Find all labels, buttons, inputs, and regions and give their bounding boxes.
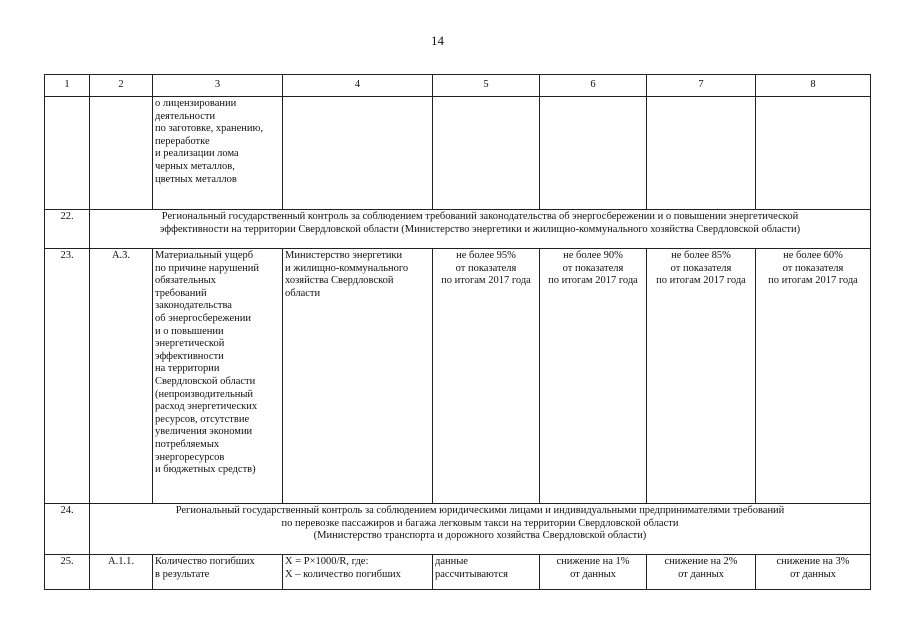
text-line: Региональный государственный контроль за соблюдением требований законодательства об энергосбережении и о повышении энергетической bbox=[161, 211, 799, 222]
target-cell bbox=[433, 555, 540, 590]
text-line: законодательства bbox=[155, 300, 232, 312]
row-number-cell: 22. bbox=[45, 210, 90, 249]
header-cell: 2 bbox=[90, 75, 153, 97]
text-line: от показателя bbox=[670, 262, 732, 274]
indicator-name-cell bbox=[153, 555, 283, 590]
text-line: и жилищно-коммунального bbox=[285, 262, 409, 274]
target-cell bbox=[433, 249, 540, 504]
section-title-cell bbox=[90, 504, 871, 555]
text-line: расход энергетических bbox=[155, 401, 258, 413]
text-line: и бюджетных средств) bbox=[155, 464, 256, 476]
header-cell: 7 bbox=[647, 75, 756, 97]
page-number: 14 bbox=[431, 33, 444, 48]
text-line: по итогам 2017 года bbox=[548, 275, 638, 287]
text-line: снижение на 2% bbox=[664, 556, 738, 567]
text-line: черных металлов, bbox=[155, 160, 235, 172]
row-number-cell bbox=[45, 97, 90, 210]
target-cell bbox=[756, 249, 871, 504]
text-line: от показателя bbox=[782, 262, 844, 274]
header-cell: 3 bbox=[153, 75, 283, 97]
text-line: по итогам 2017 года bbox=[656, 275, 746, 287]
text-line: ресурсов, отсутствие bbox=[155, 413, 250, 425]
text-line: потребляемых bbox=[155, 438, 220, 450]
text-line: Министерство энергетики bbox=[285, 250, 403, 261]
header-cell: 5 bbox=[433, 75, 540, 97]
formula-cell bbox=[283, 555, 433, 590]
row-number-cell: 23. bbox=[45, 249, 90, 504]
text-line: (непроизводительный bbox=[155, 388, 254, 400]
text-line: от показателя bbox=[562, 262, 624, 274]
text-line: от данных bbox=[570, 568, 616, 580]
text-line: требований bbox=[155, 287, 207, 299]
text-line: энергетической bbox=[155, 338, 225, 350]
text-line: рассчитываются bbox=[435, 568, 508, 580]
text-line: увеличения экономии bbox=[155, 426, 253, 438]
text-line: эффективности bbox=[155, 350, 224, 362]
row-number-cell: 24. bbox=[45, 504, 90, 555]
indicator-table bbox=[44, 74, 871, 590]
header-cell: 6 bbox=[540, 75, 647, 97]
text-line: не более 60% bbox=[783, 250, 843, 261]
target-cell bbox=[647, 249, 756, 504]
text-line: области bbox=[285, 287, 321, 299]
target-cell bbox=[540, 249, 647, 504]
text-line: Свердловской области bbox=[155, 375, 256, 387]
text-line: Региональный государственный контроль за соблюдением юридическими лицами и индивидуальными предпринимателями требований bbox=[175, 505, 785, 516]
text-line: (Министерство транспорта и дорожного хозяйства Свердловской области) bbox=[313, 530, 647, 542]
text-line: не более 90% bbox=[563, 250, 623, 261]
code-cell: А.1.1. bbox=[90, 555, 153, 590]
text-line: хозяйства Свердловской bbox=[285, 275, 394, 287]
text-line: X = P×1000/R, где: bbox=[285, 556, 369, 567]
text-line: деятельности bbox=[155, 110, 216, 122]
text-line: об энергосбережении bbox=[155, 312, 252, 324]
text-line: от данных bbox=[790, 568, 836, 580]
text-line: переработке bbox=[155, 135, 210, 147]
target-cell bbox=[540, 555, 647, 590]
authority-cell bbox=[283, 97, 433, 210]
text-line: X – количество погибших bbox=[285, 568, 401, 580]
text-line: Количество погибших bbox=[155, 556, 255, 567]
header-cell: 8 bbox=[756, 75, 871, 97]
text-line: в результате bbox=[155, 568, 210, 580]
text-line: на территории bbox=[155, 363, 220, 375]
indicator-name-cell bbox=[153, 97, 283, 210]
code-cell: А.3. bbox=[90, 249, 153, 504]
text-line: о лицензировании bbox=[155, 98, 237, 109]
text-line: от показателя bbox=[455, 262, 517, 274]
row-number-cell: 25. bbox=[45, 555, 90, 590]
text-line: от данных bbox=[678, 568, 724, 580]
text-line: и о повышении bbox=[155, 325, 224, 337]
header-cell: 4 bbox=[283, 75, 433, 97]
target-cell bbox=[540, 97, 647, 210]
text-line: цветных металлов bbox=[155, 173, 237, 185]
table-row bbox=[45, 555, 871, 590]
text-line: по итогам 2017 года bbox=[768, 275, 858, 287]
target-cell bbox=[756, 97, 871, 210]
table-row bbox=[45, 97, 871, 210]
text-line: обязательных bbox=[155, 275, 216, 287]
target-cell bbox=[647, 97, 756, 210]
text-line: эффективности на территории Свердловской области (Министерство энергетики и жилищно-коммунального хозяйства Свердловской области) bbox=[159, 223, 801, 235]
text-line: снижение на 3% bbox=[776, 556, 850, 567]
table-row bbox=[45, 210, 871, 249]
section-title-cell bbox=[90, 210, 871, 249]
target-cell bbox=[647, 555, 756, 590]
target-cell bbox=[756, 555, 871, 590]
table-header-row bbox=[45, 75, 871, 97]
target-cell bbox=[433, 97, 540, 210]
text-line: и реализации лома bbox=[155, 148, 239, 160]
text-line: по перевозке пассажиров и багажа легковым такси на территории Свердловской области bbox=[281, 517, 679, 529]
text-line: энергоресурсов bbox=[155, 451, 225, 463]
text-line: по причине нарушений bbox=[155, 262, 260, 274]
text-line: по заготовке, хранению, bbox=[155, 123, 264, 135]
text-line: по итогам 2017 года bbox=[441, 275, 531, 287]
header-cell: 1 bbox=[45, 75, 90, 97]
indicator-name-cell bbox=[153, 249, 283, 504]
text-line: не более 95% bbox=[456, 250, 516, 261]
code-cell bbox=[90, 97, 153, 210]
text-line: данные bbox=[435, 556, 468, 567]
table-row bbox=[45, 504, 871, 555]
table-row bbox=[45, 249, 871, 504]
text-line: снижение на 1% bbox=[556, 556, 630, 567]
text-line: не более 85% bbox=[671, 250, 731, 261]
text-line: Материальный ущерб bbox=[155, 250, 254, 261]
authority-cell bbox=[283, 249, 433, 504]
